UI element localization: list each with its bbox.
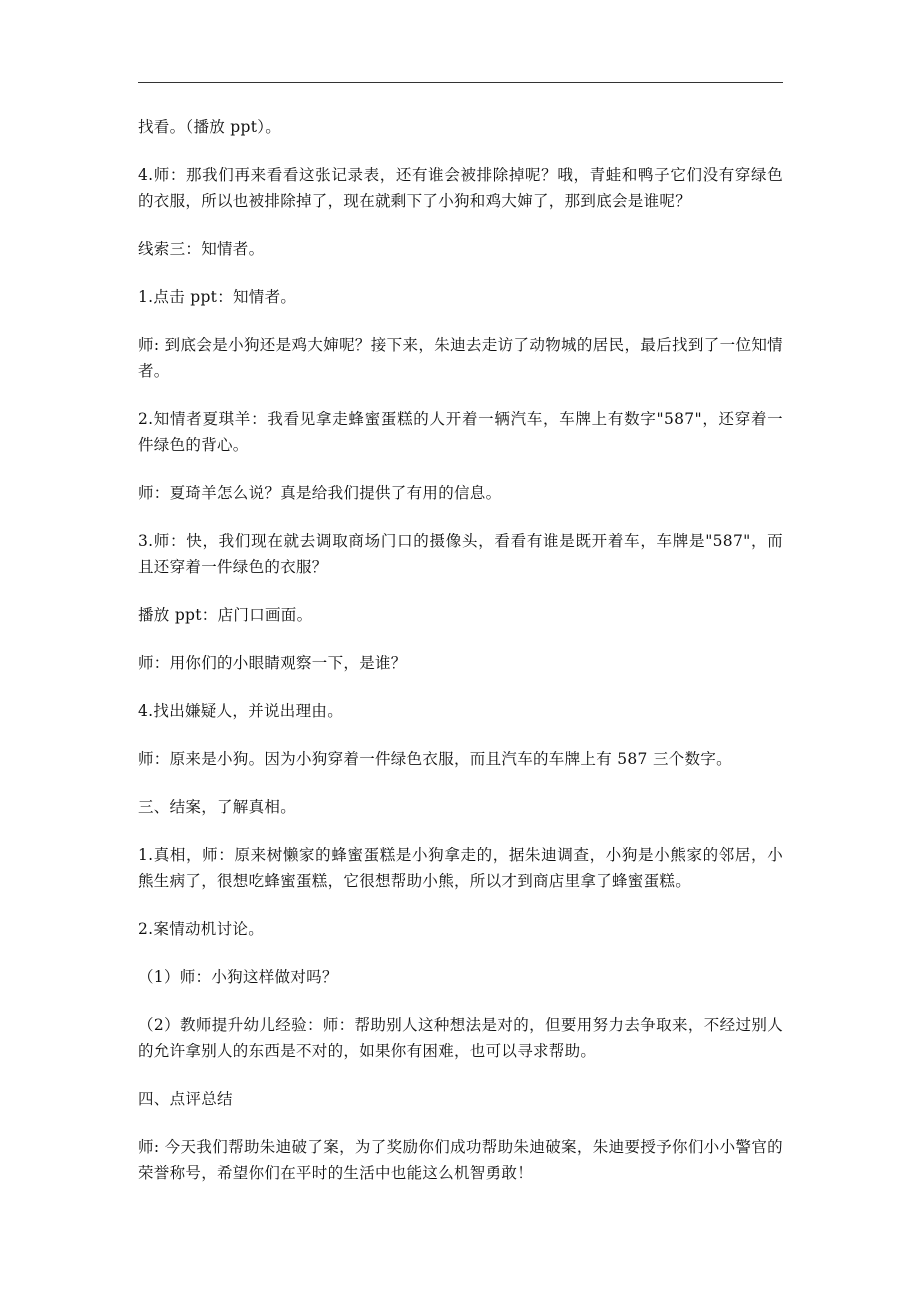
paragraph-11: 4.找出嫌疑人，并说出理由。	[138, 702, 343, 720]
paragraph-15: 2.案情动机讨论。	[138, 920, 264, 938]
paragraph-6: 2.知情者夏琪羊：我看见拿走蜂蜜蛋糕的人开着一辆汽车，车牌上有数字"587"，还穿着一件绿色的背心。	[138, 410, 783, 454]
paragraph-2: 4.师：那我们再来看看这张记录表，还有谁会被排除掉呢？哦，青蛙和鸭子它们没有穿绿色的衣服，所以也被排除掉了，现在就剩下了小狗和鸡大婶了，那到底会是谁呢？	[138, 166, 783, 210]
paragraph-19: 师: 今天我们帮助朱迪破了案，为了奖励你们成功帮助朱迪破案，朱迪要授予你们小小警官的荣誉称号，希望你们在平时的生活中也能这么机智勇敢！	[138, 1138, 783, 1182]
paragraph-4: 1.点击 ppt：知情者。	[138, 288, 297, 306]
paragraph-3: 线索三：知情者。	[138, 240, 265, 258]
paragraph-16: （1）师：小狗这样做对吗？	[138, 968, 338, 986]
paragraph-8: 3.师：快，我们现在就去调取商场门口的摄像头，看看有谁是既开着车，车牌是"587"，而且还穿着一件绿色的衣服？	[138, 532, 783, 576]
paragraph-9: 播放 ppt：店门口画面。	[138, 606, 313, 624]
paragraph-17: （2）教师提升幼儿经验：师：帮助别人这种想法是对的，但要用努力去争取来，不经过别人的允许拿别人的东西是不对的，如果你有困难，也可以寻求帮助。	[138, 1016, 783, 1060]
paragraph-7: 师：夏琦羊怎么说？真是给我们提供了有用的信息。	[138, 484, 502, 502]
paragraph-14: 1.真相，师：原来树懒家的蜂蜜蛋糕是小狗拿走的，据朱迪调查，小狗是小熊家的邻居，小熊生病了，很想吃蜂蜜蛋糕，它很想帮助小熊，所以才到商店里拿了蜂蜜蛋糕。	[138, 846, 783, 890]
paragraph-1: 找看。（播放 ppt）。	[138, 118, 282, 136]
section-heading-4: 四、点评总结	[138, 1090, 233, 1108]
paragraph-12: 师：原来是小狗。因为小狗穿着一件绿色衣服，而且汽车的车牌上有 587 三个数字。	[138, 750, 732, 768]
header-rule	[138, 82, 783, 83]
section-heading-3: 三、结案，了解真相。	[138, 798, 297, 816]
paragraph-10: 师：用你们的小眼睛观察一下，是谁？	[138, 654, 407, 672]
paragraph-5: 师: 到底会是小狗还是鸡大婶呢？接下来，朱迪去走访了动物城的居民，最后找到了一位知情者。	[138, 336, 783, 380]
document-body	[138, 114, 783, 1208]
